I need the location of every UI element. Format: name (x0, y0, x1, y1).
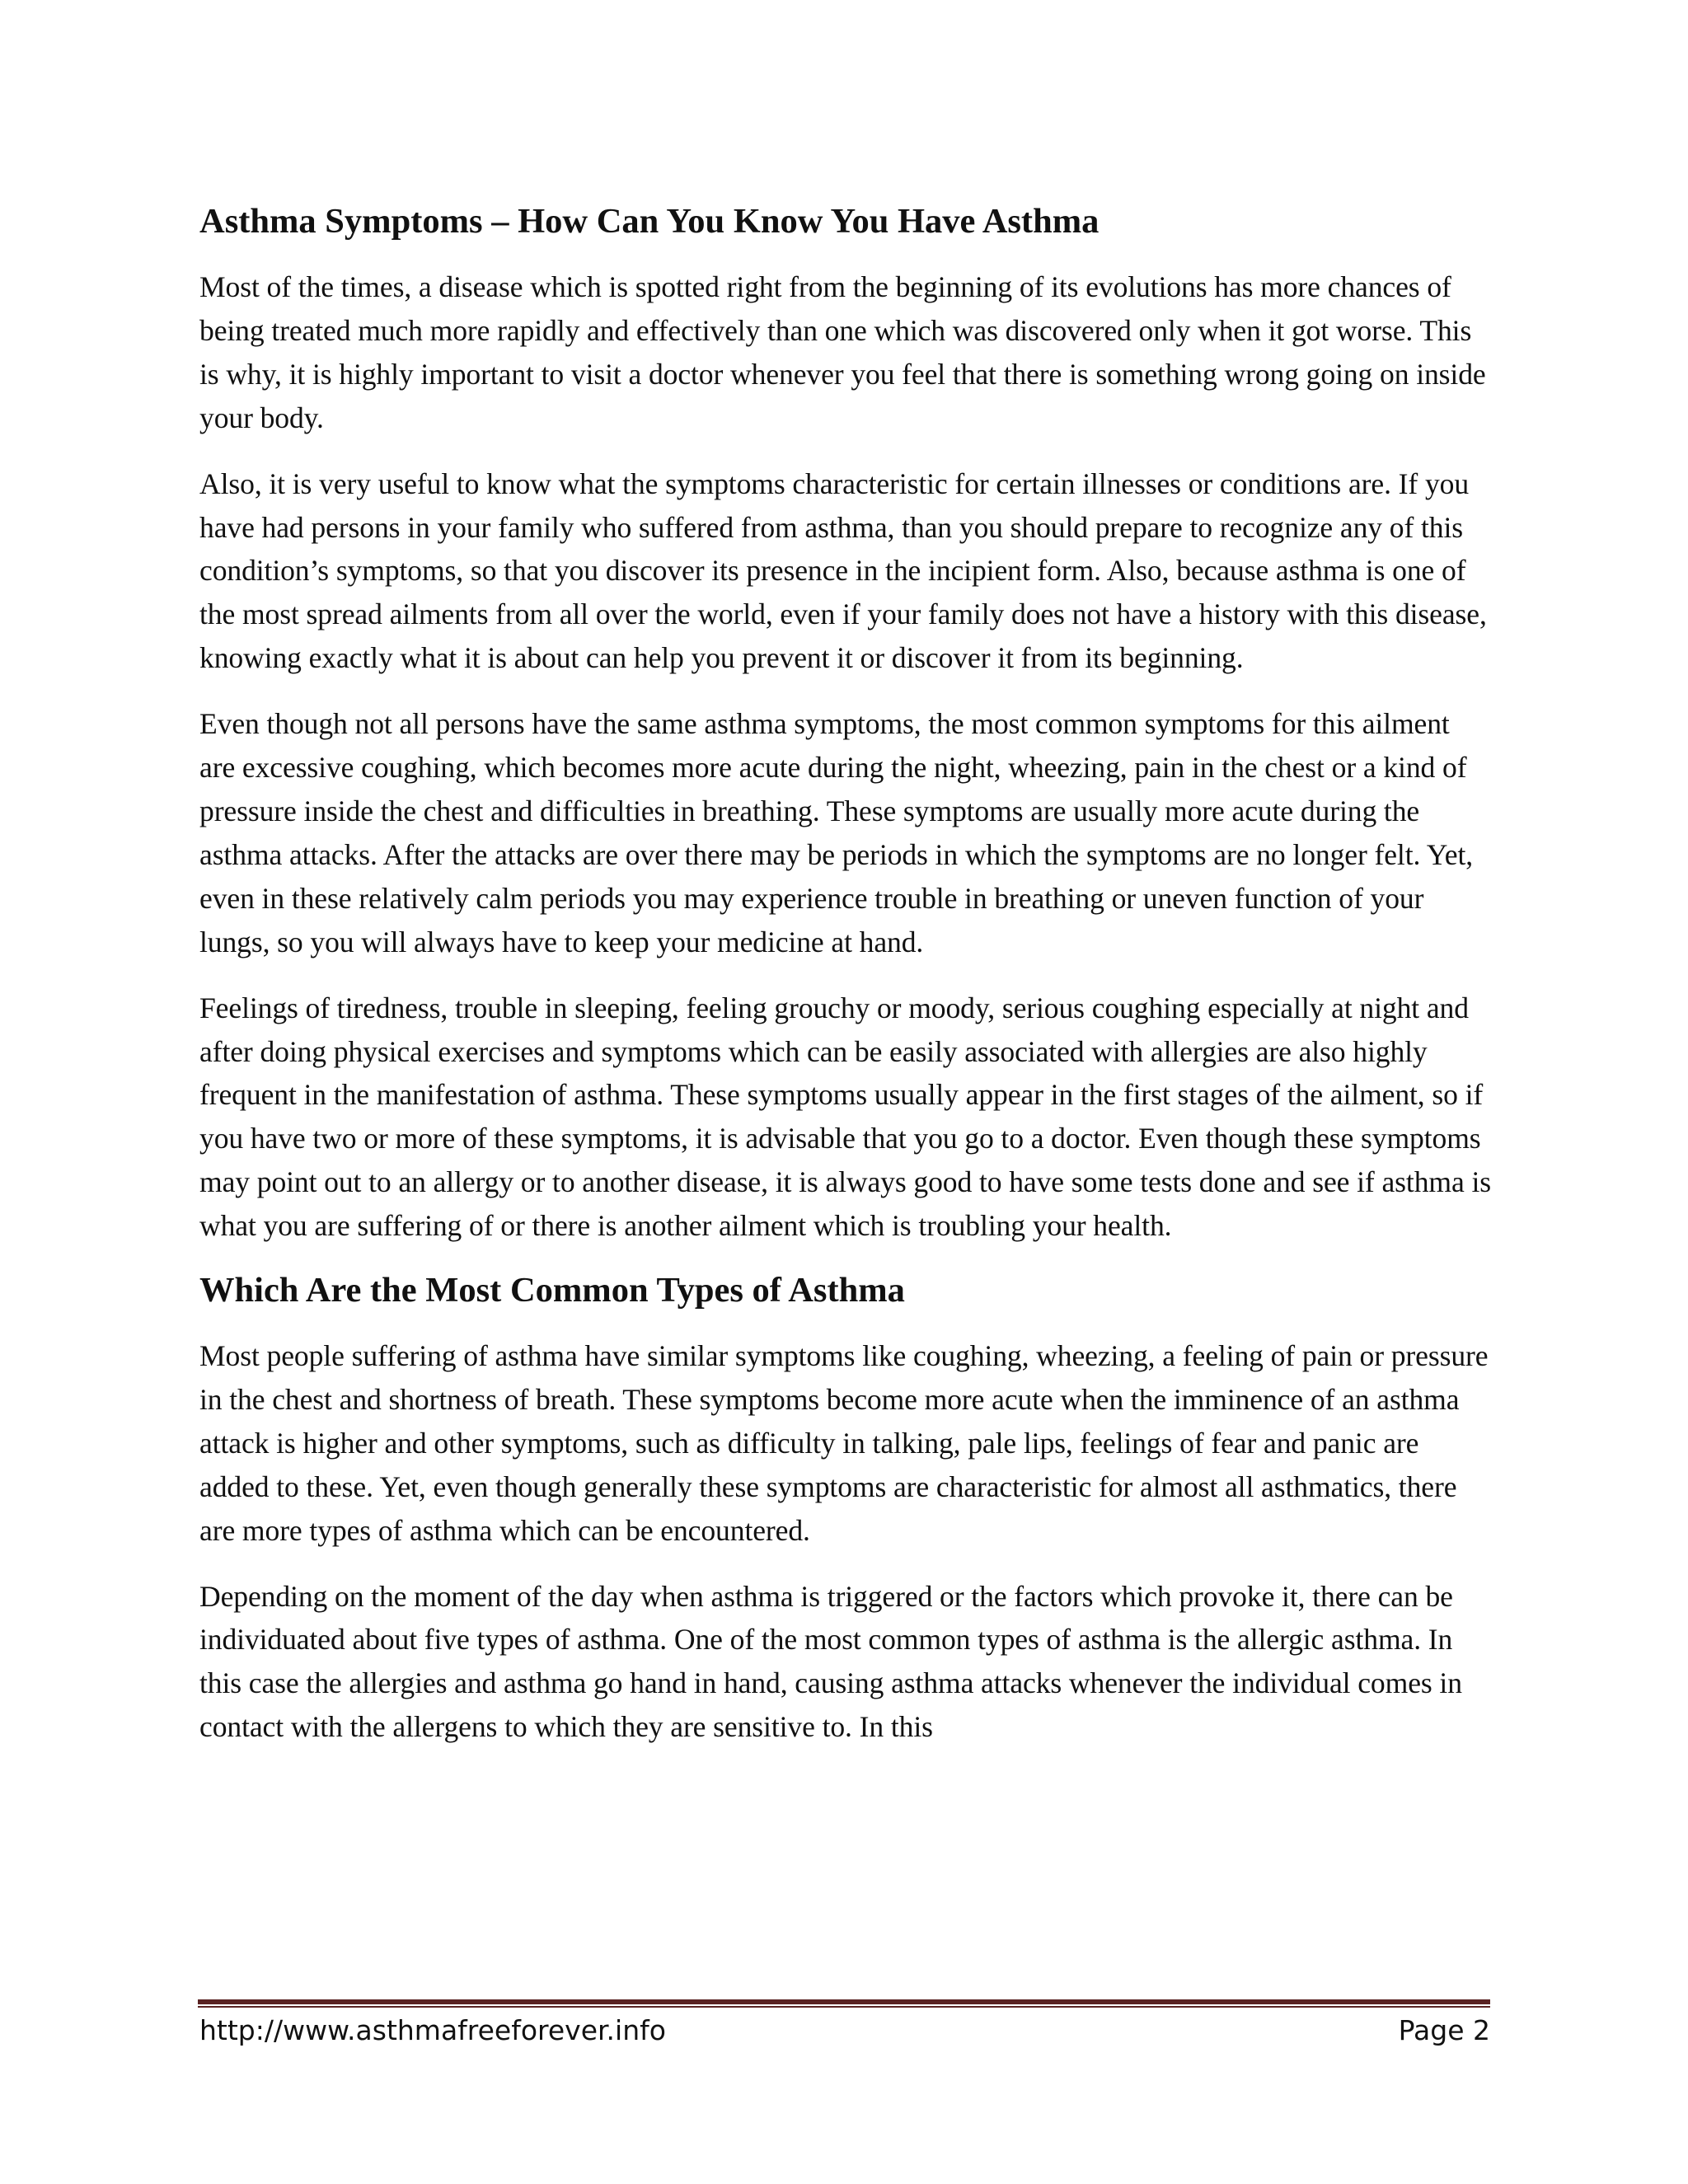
footer-divider-thick-line (198, 1999, 1490, 2004)
section-heading-asthma-symptoms: Asthma Symptoms – How Can You Know You Have Asthma (199, 202, 1100, 241)
footer-divider-thin-line (198, 2006, 1490, 2008)
page-content (199, 201, 1492, 1771)
page-footer (199, 2011, 1490, 2050)
paragraph: Most of the times, a disease which is spotted right from the beginning of its evolutions has more chances of being treated much more rapidly and effectively than one which was discovered only when it got worse. This is why, it is highly important to visit a doctor whenever you feel that there is something wrong going on inside your body. (199, 270, 1486, 434)
paragraph: Depending on the moment of the day when asthma is triggered or the factors which provoke it, there can be individuated about five types of asthma. One of the most common types of asthma is the allergic asthma. In this case the allergies and asthma go hand in hand, causing asthma attacks whenever the individual comes in contact with the allergens to which they are sensitive to. In this (199, 1579, 1462, 1744)
paragraph: Most people suffering of asthma have similar symptoms like coughing, wheezing, a feeling of pain or pressure in the chest and shortness of breath. These symptoms become more acute when the imminence of an asthma attack is higher and other symptoms, such as difficulty in talking, pale lips, feelings of fear and panic are added to these. Yet, even though generally these symptoms are characteristic for almost all asthmatics, there are more types of asthma which can be encountered. (199, 1339, 1489, 1547)
footer-divider (198, 1999, 1490, 2008)
section-heading-types-of-asthma: Which Are the Most Common Types of Asthma (199, 1271, 905, 1310)
footer-page-number: Page 2 (1398, 2014, 1490, 2046)
paragraph: Feelings of tiredness, trouble in sleeping, feeling grouchy or moody, serious coughing especially at night and after doing physical exercises and symptoms which can be easily associated with allergies are also highly frequent in the manifestation of asthma. These symptoms usually appear in the first stages of the ailment, so if you have two or more of these symptoms, it is advisable that you go to a doctor. Even though these symptoms may point out to an allergy or to another disease, it is always good to have some tests done and see if asthma is what you are suffering of or there is another ailment which is troubling your health. (199, 991, 1491, 1243)
footer-url-link[interactable]: http://www.asthmafreeforever.info (199, 2014, 666, 2046)
paragraph: Even though not all persons have the same asthma symptoms, the most common symptoms for this ailment are excessive coughing, which becomes more acute during the night, wheezing, pain in the chest or a kind of pressure inside the chest and difficulties in breathing. These symptoms are usually more acute during the asthma attacks. After the attacks are over there may be periods in which the symptoms are no longer felt. Yet, even in these relatively calm periods you may experience trouble in breathing or uneven function of your lungs, so you will always have to keep your medicine at hand. (199, 707, 1474, 958)
paragraph: Also, it is very useful to know what the symptoms characteristic for certain illnesses or conditions are. If you have had persons in your family who suffered from asthma, than you should prepare to recognize any of this condition’s symptoms, so that you discover its presence in the incipient form. Also, because asthma is one of the most spread ailments from all over the world, even if your family does not have a history with this disease, knowing exactly what it is about can help you prevent it or discover it from its beginning. (199, 466, 1487, 675)
